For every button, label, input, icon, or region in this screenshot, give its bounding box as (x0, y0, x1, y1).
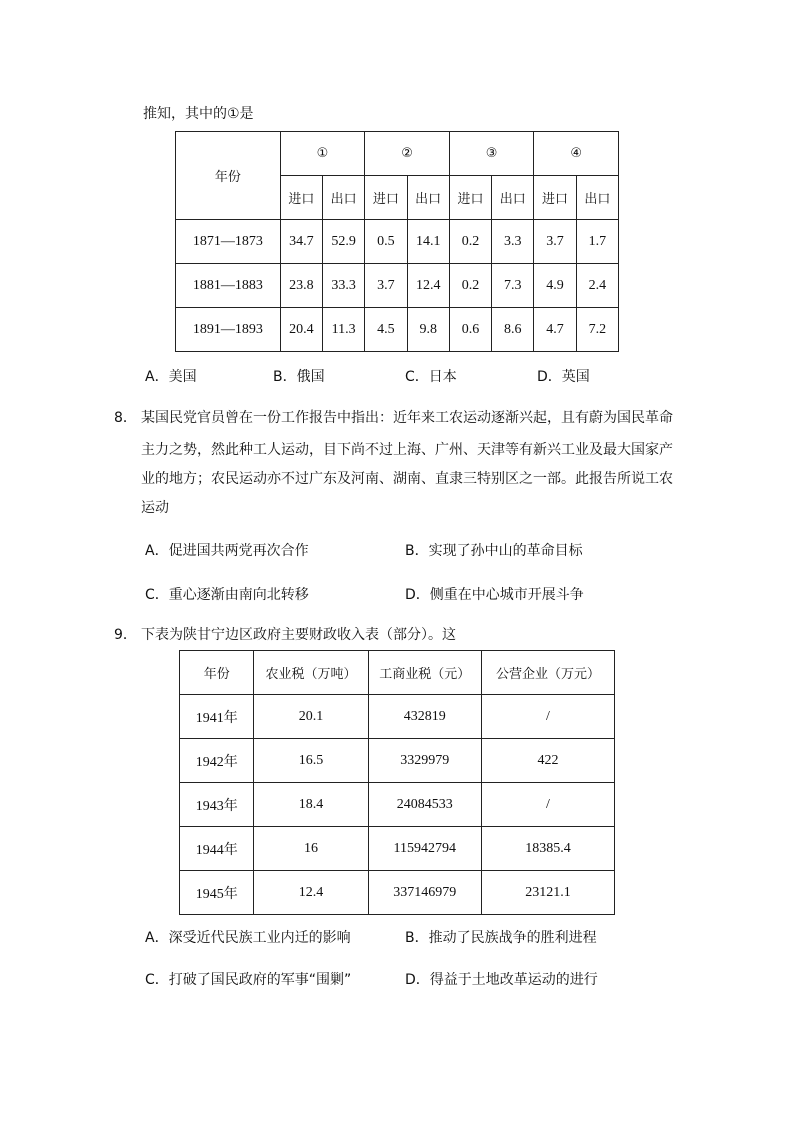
q8-stem-line-1: 某国民党官员曾在一份工作报告中指出：近年来工农运动逐渐兴起，且有蔚为国民革命 (141, 410, 673, 426)
year-cell: 1891—1893 (176, 308, 281, 352)
q9-revenue-table (179, 650, 615, 915)
value-cell: 3.7 (365, 264, 407, 308)
export-header: 出口 (492, 176, 534, 220)
import-header: 进口 (365, 176, 407, 220)
value-cell: 7.3 (492, 264, 534, 308)
import-header: 进口 (534, 176, 576, 220)
year-cell: 1945年 (180, 871, 254, 915)
value-cell: 3.7 (534, 220, 576, 264)
value-cell: 1.7 (576, 220, 618, 264)
value-cell: / (481, 695, 614, 739)
value-cell: 115942794 (368, 827, 481, 871)
year-cell: 1871—1873 (176, 220, 281, 264)
value-cell: 20.1 (254, 695, 368, 739)
value-cell: 337146979 (368, 871, 481, 915)
value-cell: 23.8 (280, 264, 322, 308)
q8-stem-line-3: 业的地方；农民运动亦不过广东及河南、湖南、直隶三特别区之一部。此报告所说工农 (141, 471, 673, 487)
year-cell: 1881—1883 (176, 264, 281, 308)
group-header-3: ③ (449, 132, 534, 176)
q9-option-c[interactable]: C．打破了国民政府的军事“围剿” (145, 972, 352, 988)
q9-option-b[interactable]: B．推动了民族战争的胜利进程 (405, 930, 597, 946)
import-header: 进口 (280, 176, 322, 220)
value-cell: 7.2 (576, 308, 618, 352)
year-header: 年份 (176, 132, 281, 220)
group-header-4: ④ (534, 132, 619, 176)
table-row (180, 783, 615, 827)
q7-option-b[interactable]: B．俄国 (273, 369, 325, 385)
value-cell: 9.8 (407, 308, 449, 352)
value-cell: 0.2 (449, 220, 491, 264)
value-cell: 24084533 (368, 783, 481, 827)
year-cell: 1943年 (180, 783, 254, 827)
value-cell: 52.9 (322, 220, 364, 264)
q8-number: 8． (114, 410, 137, 426)
value-cell: 8.6 (492, 308, 534, 352)
value-cell: 3329979 (368, 739, 481, 783)
value-cell: 33.3 (322, 264, 364, 308)
value-cell: 16.5 (254, 739, 368, 783)
table-row (180, 871, 615, 915)
value-cell: 2.4 (576, 264, 618, 308)
table-row (176, 220, 619, 264)
value-cell: 18385.4 (481, 827, 614, 871)
value-cell: 0.5 (365, 220, 407, 264)
q9-number: 9． (114, 627, 137, 643)
q9-stem: 下表为陕甘宁边区政府主要财政收入表（部分）。这 (141, 627, 456, 643)
q7-intro: 推知，其中的①是 (143, 106, 254, 122)
q8-option-b[interactable]: B．实现了孙中山的革命目标 (405, 543, 583, 559)
header-public-enterprise: 公营企业（万元） (481, 651, 614, 695)
q7-option-c[interactable]: C．日本 (405, 369, 457, 385)
value-cell: 34.7 (280, 220, 322, 264)
value-cell: 18.4 (254, 783, 368, 827)
import-header: 进口 (449, 176, 491, 220)
q8-stem-line-4: 运动 (141, 500, 169, 516)
value-cell: 20.4 (280, 308, 322, 352)
value-cell: 11.3 (322, 308, 364, 352)
year-cell: 1941年 (180, 695, 254, 739)
header-year: 年份 (180, 651, 254, 695)
header-business-tax: 工商业税（元） (368, 651, 481, 695)
year-cell: 1942年 (180, 739, 254, 783)
table-header-row (180, 651, 615, 695)
value-cell: 23121.1 (481, 871, 614, 915)
year-cell: 1944年 (180, 827, 254, 871)
q7-option-a[interactable]: A．美国 (145, 369, 197, 385)
table-row (180, 739, 615, 783)
q7-option-d[interactable]: D．英国 (537, 369, 590, 385)
value-cell: 12.4 (407, 264, 449, 308)
q8-option-a[interactable]: A．促进国共两党再次合作 (145, 543, 309, 559)
q8-option-d[interactable]: D．侧重在中心城市开展斗争 (405, 587, 584, 603)
table-header-row (176, 132, 619, 176)
q9-option-d[interactable]: D．得益于土地改革运动的进行 (405, 972, 598, 988)
q8-stem-line-2: 主力之势，然此种工人运动，目下尚不过上海、广州、天津等有新兴工业及最大国家产 (141, 442, 673, 458)
header-agri-tax: 农业税（万吨） (254, 651, 368, 695)
value-cell: 14.1 (407, 220, 449, 264)
export-header: 出口 (322, 176, 364, 220)
table-row (180, 827, 615, 871)
table-row (176, 308, 619, 352)
group-header-2: ② (365, 132, 450, 176)
export-header: 出口 (407, 176, 449, 220)
table-row (180, 695, 615, 739)
export-header: 出口 (576, 176, 618, 220)
value-cell: 0.6 (449, 308, 491, 352)
value-cell: 432819 (368, 695, 481, 739)
value-cell: 422 (481, 739, 614, 783)
value-cell: 4.7 (534, 308, 576, 352)
value-cell: 4.5 (365, 308, 407, 352)
q9-option-a[interactable]: A．深受近代民族工业内迁的影响 (145, 930, 351, 946)
value-cell: 16 (254, 827, 368, 871)
value-cell: / (481, 783, 614, 827)
q7-trade-table (175, 131, 619, 352)
value-cell: 3.3 (492, 220, 534, 264)
value-cell: 4.9 (534, 264, 576, 308)
table-row (176, 264, 619, 308)
value-cell: 0.2 (449, 264, 491, 308)
q8-option-c[interactable]: C．重心逐渐由南向北转移 (145, 587, 309, 603)
value-cell: 12.4 (254, 871, 368, 915)
group-header-1: ① (280, 132, 365, 176)
